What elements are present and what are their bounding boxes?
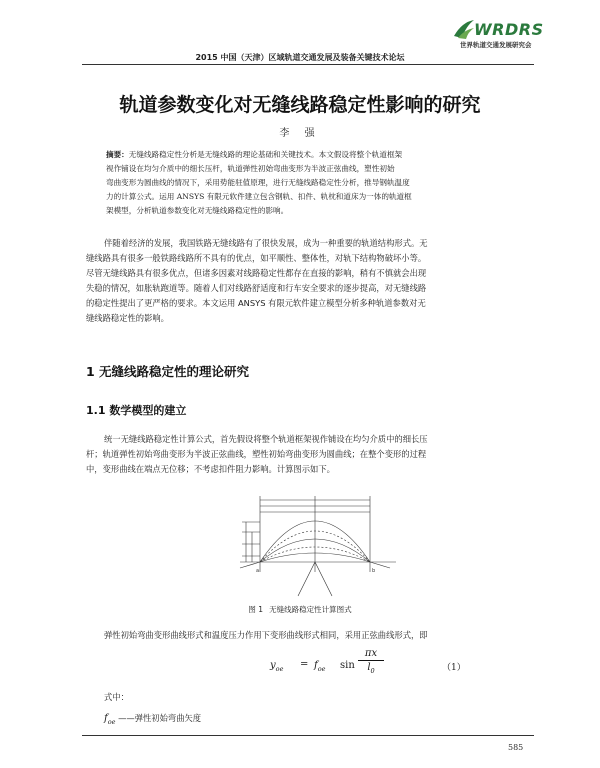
after-figure-paragraph: [86, 628, 522, 643]
equation-1: [270, 648, 470, 688]
logo-swoosh-icon: [452, 18, 476, 40]
figure-caption-number: 图 1: [248, 605, 264, 614]
where-label: 式中：: [104, 692, 129, 702]
after-figure-line: 弹性初始弯曲变形曲线形式和温度压力作用下变形曲线形式相同，采用正弦曲线形式，即: [104, 630, 428, 640]
paper-title: 轨道参数变化对无缝线路稳定性影响的研究: [119, 94, 481, 116]
logo-text: WRDRS: [474, 20, 544, 39]
intro-line: 失稳的情况，如胀轨跑道等。随着人们对线路舒适度和行车安全要求的逐步提高，对无缝线路: [86, 283, 427, 293]
model-line: 统一无缝线路稳定性计算公式，首先假设将整个轨道框架视作铺设在均匀介质中的细长压: [104, 434, 428, 444]
intro-line: 尽管无缝线路具有很多优点，但诸多因素对线路稳定性都存在直接的影响，稍有不慎就会出现: [86, 268, 427, 278]
footer-rule: [82, 735, 534, 736]
abstract-line: 架模型，分析轨道参数变化对无缝线路稳定性的影响。: [106, 206, 289, 215]
abstract-line: 力的计算公式。运用 ANSYS 有限元软件建立包含钢轨、扣件、轨枕和道床为一体的轨道框: [106, 192, 412, 201]
figure-1: [220, 492, 420, 598]
intro-line: 缝线路具有很多一般铁路线路所不具有的优点，如平顺性、整体性，对轨下结构物破坏小等。: [86, 253, 427, 263]
author: 李 强: [279, 128, 321, 139]
stability-diagram: [220, 492, 420, 598]
figure-caption-text: 无缝线路稳定性计算图式: [269, 605, 352, 614]
page-number: 585: [508, 743, 524, 752]
abstract-line: 视作铺设在均匀介质中的细长压杆，轨道弹性初始弯曲变形为半波正弦曲线，塑性初始: [106, 164, 395, 173]
eq-lhs: $y_{oe}$: [270, 660, 284, 673]
symbol-definition: [104, 712, 201, 726]
section-1-heading: 1 无缝线路稳定性的理论研究: [86, 364, 250, 379]
equation-number: （1）: [442, 663, 466, 673]
model-paragraph: [86, 432, 522, 477]
eq-numerator: πx: [364, 648, 378, 659]
abstract-line: 弯曲变形为圆曲线的情况下，采用势能驻值原理，进行无缝线路稳定性分析，推导钢轨温度: [106, 178, 410, 187]
figure-label-a: a: [256, 568, 260, 574]
intro-line: 伴随着经济的发展，我国铁路无缝线路有了很快发展，成为一种重要的轨道结构形式。无: [104, 238, 428, 248]
eq-equals: =: [300, 659, 309, 670]
conference-header: 2015 中国（天津）区域轨道交通发展及装备关键技术论坛: [195, 53, 405, 62]
wrdrs-logo: [452, 18, 572, 50]
header-rule: [82, 64, 534, 65]
model-line: 杆；轨道弹性初始弯曲变形为半波正弦曲线，塑性初始弯曲变形为圆曲线；在整个变形的过程: [86, 449, 427, 459]
intro-line: 缝线路稳定性的影响。: [86, 313, 169, 323]
abstract-label: 摘要：: [106, 150, 129, 159]
def-text: ——弹性初始弯曲矢度: [118, 713, 202, 723]
def-symbol: $f_{oe}$: [104, 713, 116, 726]
eq-fraction-bar: [358, 660, 384, 661]
section-1-1-heading: 1.1 数学模型的建立: [86, 404, 187, 417]
model-line: 中，变形曲线在端点无位移；不考虑扣件阻力影响。计算图示如下。: [86, 464, 335, 474]
eq-fraction: [358, 648, 384, 675]
eq-denominator: $l_0$: [367, 662, 375, 675]
figure-label-b: b: [372, 568, 376, 574]
intro-line: 的稳定性提出了更严格的要求。本文运用 ANSYS 有限元软件建立模型分析多种轨道参数对无: [86, 298, 426, 308]
abstract-line: 摘要：无缝线路稳定性分析是无缝线路的理论基础和关键技术。本文假设将整个轨道框架: [106, 150, 403, 159]
eq-coef: $f_{oe}$: [314, 660, 326, 673]
intro-paragraph: [86, 236, 522, 326]
eq-func: sin: [340, 660, 355, 671]
logo-subtitle: 世界轨道交通发展研究会: [460, 41, 532, 49]
figure-caption: [0, 604, 600, 615]
abstract: [106, 148, 504, 218]
